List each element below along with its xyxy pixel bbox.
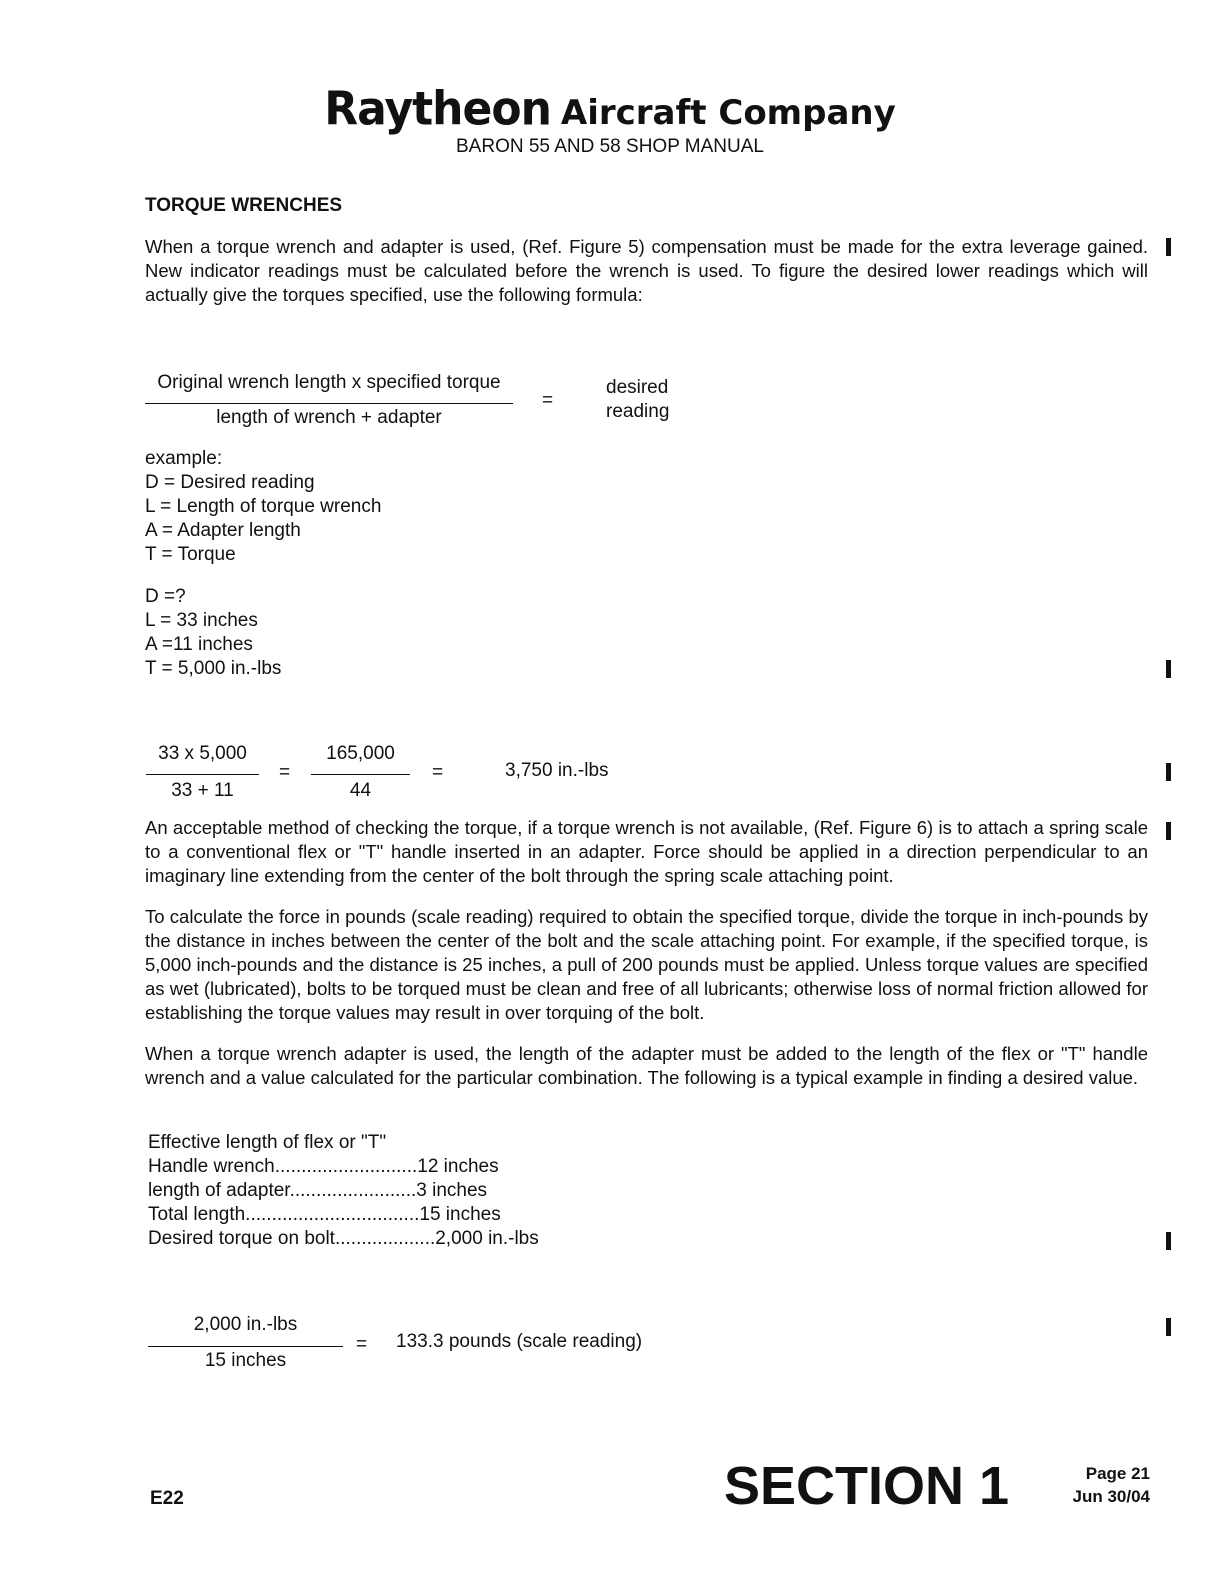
footer-page-info: [1060, 1462, 1150, 1508]
revision-bar: [1166, 660, 1171, 678]
formula-result-line1: desired: [606, 377, 669, 398]
revision-bar: [1166, 1318, 1171, 1336]
footer-date: Jun 30/04: [1072, 1487, 1150, 1506]
footer-page: Page 21: [1085, 1464, 1150, 1483]
calc1-fraction2-numerator: 165,000: [326, 743, 395, 764]
legend-item: A = Adapter length: [145, 520, 301, 541]
logo-brand: Raytheon: [324, 82, 551, 137]
calc1-fraction1-line: [146, 774, 259, 775]
legend-item: D = Desired reading: [145, 472, 315, 493]
calc1-equals2: =: [432, 762, 444, 783]
effective-length-line: Effective length of flex or "T": [148, 1132, 387, 1153]
example-label: example:: [145, 448, 223, 469]
calculate-force-paragraph: To calculate the force in pounds (scale reading) required to obtain the specified torque, divide the torque in inch-pounds by the distance in inches between the center of the bolt and the scale attaching point. For example, if the specified torque, is 5,000 inch-pounds and the distance is 25 inches, a pull of 200 pounds must be applied. Unless torque values are specified as wet (lubricated), bolts to be torqued must be clean and free of all lubricants; otherwise loss of normal friction allowed for establishing the torque values may result in over torquing of the bolt.: [145, 906, 1148, 1023]
intro-paragraph: When a torque wrench and adapter is used, (Ref. Figure 5) compensation must be made for the extra leverage gained. New indicator readings must be calculated before the wrench is used. To figure the desired lower readings which will actually give the torques specified, use the following formula:: [145, 236, 1148, 305]
manual-title: BARON 55 AND 58 SHOP MANUAL: [456, 136, 764, 157]
calc1-fraction1-denominator: 33 + 11: [171, 780, 234, 801]
effective-length-line: Handle wrench...........................12 inches: [148, 1156, 499, 1177]
formula-fraction-line: [145, 403, 513, 404]
calc1-fraction2-line: [311, 774, 410, 775]
effective-length-line: length of adapter........................3 inches: [148, 1180, 488, 1201]
revision-bar: [1166, 763, 1171, 781]
calc1-equals1: =: [279, 762, 291, 783]
adapter-length-paragraph: When a torque wrench adapter is used, the length of the adapter must be added to the length of the flex or "T" handle wrench and a value calculated for the particular combination. The following is a typical example in finding a desired value.: [145, 1043, 1148, 1088]
footer-section: SECTION 1: [724, 1456, 1010, 1516]
calc2-numerator: 2,000 in.-lbs: [193, 1314, 298, 1335]
legend-item: L = Length of torque wrench: [145, 496, 382, 517]
footer-code: E22: [150, 1488, 184, 1509]
value-item: D =?: [145, 586, 186, 607]
revision-bar: [1166, 238, 1171, 256]
legend-item: T = Torque: [145, 544, 236, 565]
spring-scale-paragraph: An acceptable method of checking the torque, if a torque wrench is not available, (Ref. Figure 6) is to attach a spring scale to a conventional flex or "T" handle inserted in an adapter. Force should be applied in a direction perpendicular to an imaginary line extending from the center of the bolt through the spring scale attaching point.: [145, 817, 1148, 886]
value-item: L = 33 inches: [145, 610, 258, 631]
company-logo: [0, 84, 1220, 135]
formula-result-line2: reading: [606, 401, 670, 422]
calc2-denominator: 15 inches: [204, 1350, 287, 1371]
calc2-fraction-line: [148, 1346, 343, 1347]
formula-denominator: length of wrench + adapter: [216, 407, 442, 428]
logo-company: Aircraft Company: [560, 93, 896, 133]
calc2-result: 133.3 pounds (scale reading): [396, 1331, 643, 1352]
section-heading: TORQUE WRENCHES: [145, 195, 343, 216]
value-item: T = 5,000 in.-lbs: [145, 658, 282, 679]
calc1-fraction1-numerator: 33 x 5,000: [158, 743, 247, 764]
calc1-result: 3,750 in.-lbs: [505, 760, 609, 781]
effective-length-line: Desired torque on bolt...................2,000 in.-lbs: [148, 1228, 539, 1249]
calc1-fraction2-denominator: 44: [349, 780, 372, 801]
formula-numerator: Original wrench length x specified torque: [157, 372, 501, 393]
formula-equals: =: [542, 390, 554, 411]
value-item: A =11 inches: [145, 634, 253, 655]
revision-bar: [1166, 822, 1171, 840]
effective-length-line: Total length.................................15 inches: [148, 1204, 501, 1225]
calc2-equals: =: [356, 1334, 368, 1355]
revision-bar: [1166, 1232, 1171, 1250]
